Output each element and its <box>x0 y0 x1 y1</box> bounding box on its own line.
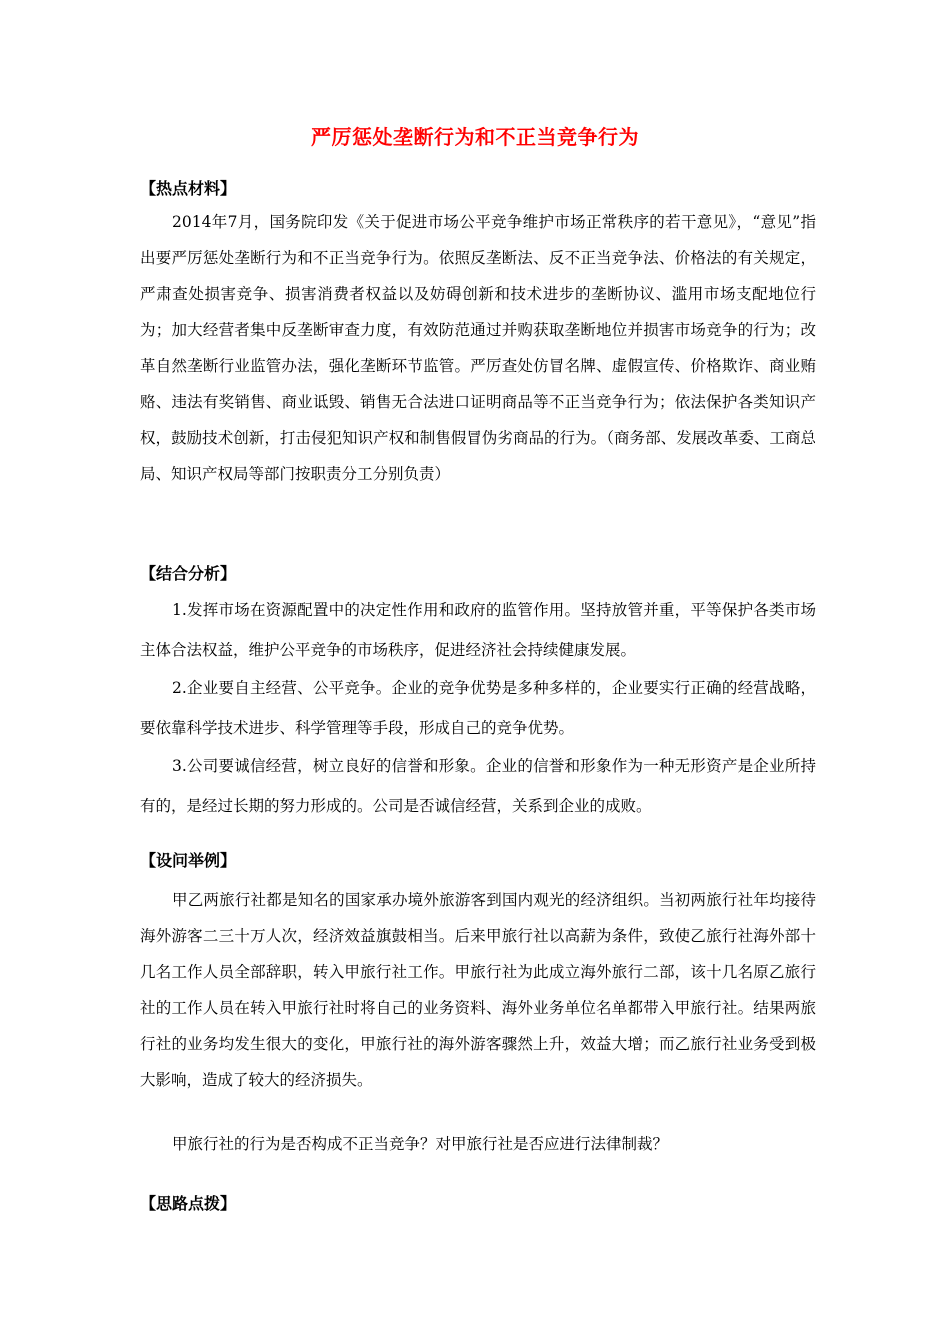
paragraph-question: 甲旅行社的行为是否构成不正当竞争？对甲旅行社是否应进行法律制裁？ <box>172 1135 669 1153</box>
section-heading-hints: 【思路点拨】 <box>140 1194 237 1213</box>
section-heading-hot-material: 【热点材料】 <box>140 179 237 198</box>
section-heading-analysis: 【结合分析】 <box>140 564 237 583</box>
paragraph-analysis-1: 1.发挥市场在资源配置中的决定性作用和政府的监管作用。坚持放管并重，平等保护各类市场主体合法权益，维护公平竞争的市场秩序，促进经济社会持续健康发展。 <box>140 601 816 659</box>
page-title: 严厉惩处垄断行为和不正当竞争行为 <box>311 125 639 149</box>
paragraph-question-case: 甲乙两旅行社都是知名的国家承办境外旅游客到国内观光的经济组织。当初两旅行社年均接待海外游客二三十万人次，经济效益旗鼓相当。后来甲旅行社以高薪为条件，致使乙旅行社海外部十几名工作人员全部辞职，转入甲旅行社工作。甲旅行社为此成立海外旅行二部，该十几名原乙旅行社的工作人员在转入甲旅行社时将自己的业务资料、海外业务单位名单都带入甲旅行社。结果两旅行社的业务均发生很大的变化，甲旅行社的海外游客骤然上升，效益大增；而乙旅行社业务受到极大影响，造成了较大的经济损失。 <box>140 891 816 1089</box>
paragraph-hot-material: 2014年7月，国务院印发《关于促进市场公平竞争维护市场正常秩序的若干意见》，“意见”指出要严厉惩处垄断行为和不正当竞争行为。依照反垄断法、反不正当竞争法、价格法的有关规定，严肃查处损害竞争、损害消费者权益以及妨碍创新和技术进步的垄断协议、滥用市场支配地位行为；加大经营者集中反垄断审查力度，有效防范通过并购获取垄断地位并损害市场竞争的行为；改革自然垄断行业监管办法，强化垄断环节监管。严厉查处仿冒名牌、虚假宣传、价格欺诈、商业贿赂、违法有奖销售、商业诋毁、销售无合法进口证明商品等不正当竞争行为；依法保护各类知识产权，鼓励技术创新，打击侵犯知识产权和制售假冒伪劣商品的行为。（商务部、发展改革委、工商总局、知识产权局等部门按职责分工分别负责） <box>140 213 816 483</box>
paragraph-analysis-2: 2.企业要自主经营、公平竞争。企业的竞争优势是多种多样的，企业要实行正确的经营战略，要依靠科学技术进步、科学管理等手段，形成自己的竞争优势。 <box>140 679 816 737</box>
section-heading-question-example: 【设问举例】 <box>140 851 237 870</box>
paragraph-analysis-3: 3.公司要诚信经营，树立良好的信誉和形象。企业的信誉和形象作为一种无形资产是企业所持有的，是经过长期的努力形成的。公司是否诚信经营，关系到企业的成败。 <box>140 757 816 815</box>
